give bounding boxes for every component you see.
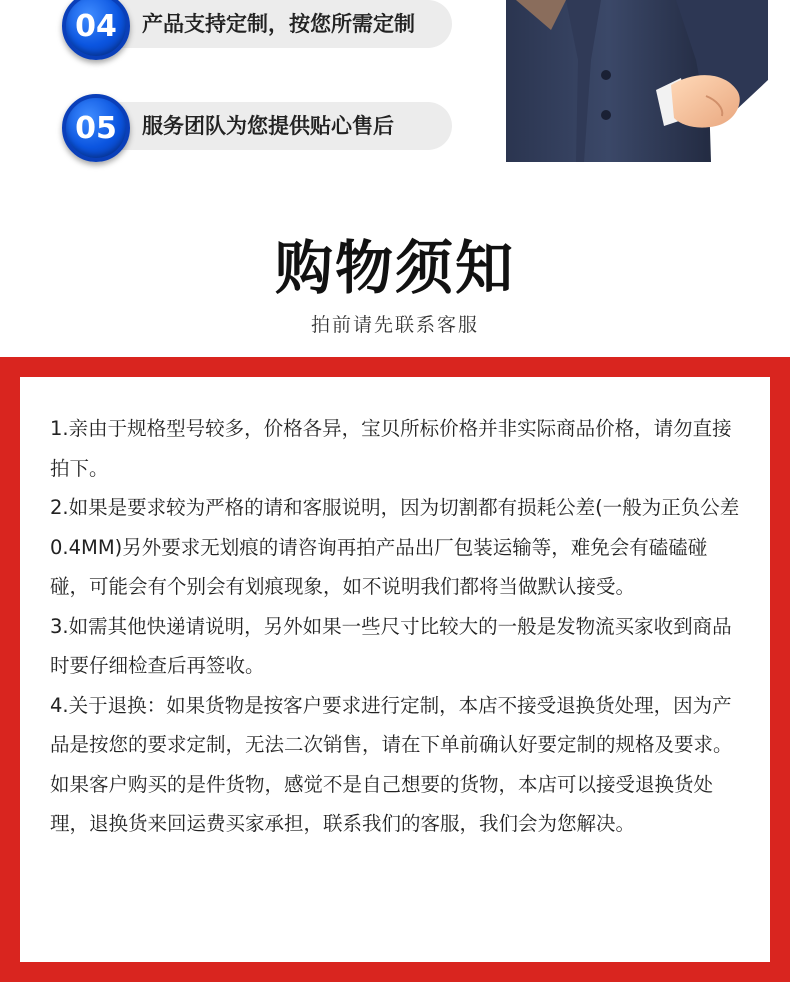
feature-row-04 bbox=[62, 0, 452, 54]
notice-box bbox=[20, 377, 770, 962]
notice-item: 1.亲由于规格型号较多，价格各异，宝贝所标价格并非实际商品价格，请勿直接拍下。 bbox=[50, 417, 732, 480]
section-header bbox=[0, 230, 790, 337]
notice-item: 2.如果是要求较为严格的请和客服说明，因为切割都有损耗公差(一般为正负公差0.4MM)另外要求无划痕的请咨询再拍产品出厂包装运输等，难免会有磕磕碰碰，可能会有个别会有划痕现象，如不说明我们都将当做默认接受。 bbox=[50, 496, 740, 598]
feature-text: 服务团队为您提供贴心售后 bbox=[142, 114, 394, 138]
section-subtitle: 拍前请先联系客服 bbox=[310, 314, 479, 336]
feature-text: 产品支持定制，按您所需定制 bbox=[142, 12, 415, 36]
notice-item: 3.如需其他快递请说明，另外如果一些尺寸比较大的一般是发物流买家收到商品时要仔细检查后再签收。 bbox=[50, 614, 732, 677]
feature-number-badge: 05 bbox=[62, 94, 130, 162]
notice-item: 4.关于退换：如果货物是按客户要求进行定制，本店不接受退换货处理，因为产品是按您的要求定制，无法二次销售，请在下单前确认好要定制的规格及要求。如果客户购买的是件货物，感觉不是自己想要的货物，本店可以接受退换货处理，退换货来回运费买家承担，联系我们的客服，我们会为您解决。 bbox=[50, 693, 733, 835]
section-title: 购物须知 bbox=[274, 234, 515, 302]
feature-number-badge: 04 bbox=[62, 0, 130, 60]
feature-row-05 bbox=[62, 96, 452, 156]
businessman-figure-icon bbox=[506, 0, 768, 162]
notice-frame bbox=[0, 357, 790, 982]
